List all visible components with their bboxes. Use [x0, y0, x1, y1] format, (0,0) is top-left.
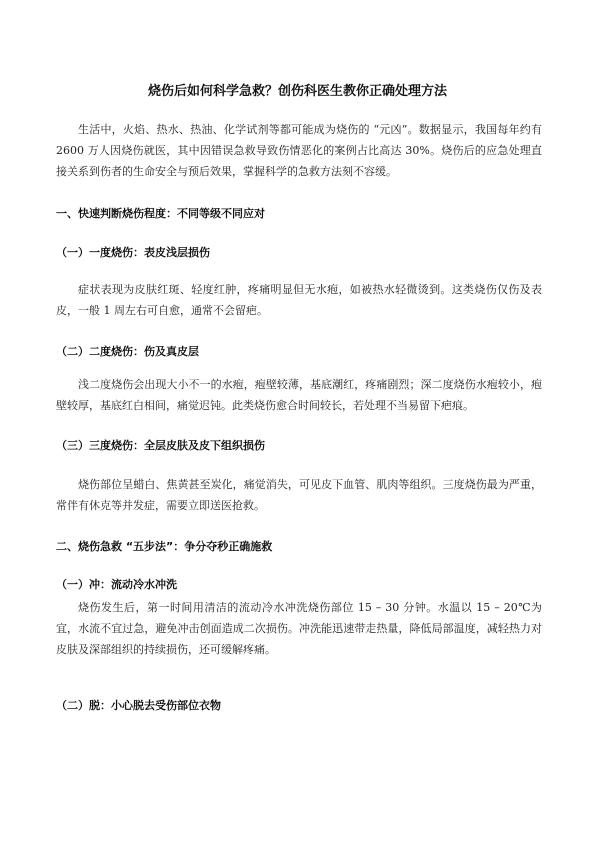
- section-2-heading: 二、烧伤急救 “五步法”：争分夺秒正确施救: [56, 540, 273, 553]
- intro-paragraph: 生活中，火焰、热水、热油、化学试剂等都可能成为烧伤的 “元凶”。数据显示，我国每年约有 2600 万人因烧伤就医，其中因错误急救导致伤情恶化的案例占比高达 30%。烧伤后的应急处理直接关系到伤者的生命安全与预后效果，掌握科学的急救方法刻不容缓。: [56, 123, 542, 178]
- subsection-1-1-heading: （一）一度烧伤：表皮浅层损伤: [56, 246, 210, 259]
- subsection-1-2-heading: （二）二度烧伤：伤及真皮层: [56, 345, 199, 358]
- subsection-1-3-heading: （三）三度烧伤：全层皮肤及皮下组织损伤: [56, 439, 265, 452]
- subsection-2-2-heading: （二）脱：小心脱去受伤部位衣物: [56, 699, 221, 712]
- subsection-1-1-text: 症状表现为皮肤红斑、轻度红肿，疼痛明显但无水疱，如被热水轻微烫到。这类烧伤仅伤及表皮，一般 1 周左右可自愈，通常不会留疤。: [56, 283, 542, 317]
- subsection-2-1-text: 烧伤发生后，第一时间用清洁的流动冷水冲洗烧伤部位 15 – 30 分钟。水温以 15 – 20℃为宜，水流不宜过急，避免冲击创面造成二次损伤。冲洗能迅速带走热量，降低局部温度，减轻热力对皮肤及深部组织的持续损伤，还可缓解疼痛。: [56, 601, 542, 656]
- section-1-heading: 一、快速判断烧伤程度：不同等级不同应对: [56, 207, 265, 220]
- subsection-1-2-text: 浅二度烧伤会出现大小不一的水疱，疱壁较薄，基底潮红，疼痛剧烈；深二度烧伤水疱较小，疱壁较厚，基底红白相间，痛觉迟钝。此类烧伤愈合时间较长，若处理不当易留下疤痕。: [56, 378, 542, 412]
- subsection-2-1-heading: （一）冲：流动冷水冲洗: [56, 578, 177, 591]
- document-title: 烧伤后如何科学急救？创伤科医生教你正确处理方法: [147, 84, 447, 99]
- subsection-1-3-text: 烧伤部位呈蜡白、焦黄甚至炭化，痛觉消失，可见皮下血管、肌肉等组织。三度烧伤最为严重，常伴有休克等并发症，需要立即送医抢救。: [56, 478, 542, 512]
